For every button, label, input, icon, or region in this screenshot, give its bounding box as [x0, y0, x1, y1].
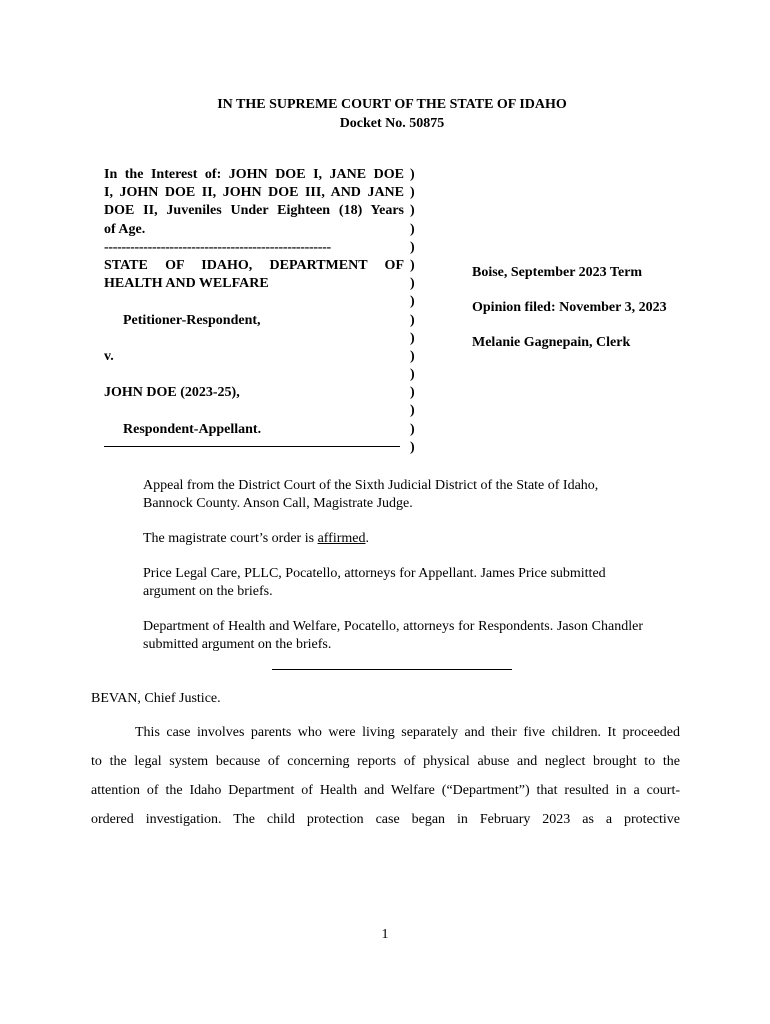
appellant-label: Respondent-Appellant.	[123, 421, 262, 437]
body-line: to the legal system because of concerning reports of physical abuse and neglect brought to the	[91, 754, 680, 769]
court-name: IN THE SUPREME COURT OF THE STATE OF IDAHO	[217, 97, 567, 112]
opinion-body	[91, 718, 680, 834]
disposition	[143, 530, 643, 548]
disposition-text: The magistrate court’s order is	[143, 531, 318, 546]
caption-paren: )	[410, 221, 415, 237]
appellant-counsel: Price Legal Care, PLLC, Pocatello, attorneys for Appellant. James Price submitted argument on the briefs.	[143, 566, 606, 599]
caption-paren: )	[410, 439, 415, 455]
caption-parentheses	[410, 166, 415, 457]
caption-line: of Age.	[104, 221, 146, 237]
caption-paren: )	[410, 203, 415, 219]
opinion-filed-date: Opinion filed: November 3, 2023	[472, 300, 667, 315]
caption-spacer	[104, 402, 404, 420]
caption-paren: )	[410, 330, 415, 346]
body-line: attention of the Idaho Department of Health and Welfare (“Department”) that resulted in a court-	[91, 783, 680, 798]
caption-line: DOE II, Juveniles Under Eighteen (18) Years	[104, 203, 404, 219]
respondent-counsel: Department of Health and Welfare, Pocatello, attorneys for Respondents. Jason Chandler submitted argument on the briefs.	[143, 619, 643, 652]
case-caption	[104, 166, 404, 439]
caption-line: In the Interest of: JOHN DOE I, JANE DOE	[104, 167, 404, 182]
caption-paren: )	[410, 239, 415, 255]
versus-label: v.	[104, 348, 114, 364]
term-info	[472, 264, 667, 369]
caption-paren: )	[410, 185, 415, 201]
caption-underline	[104, 446, 400, 447]
docket-number: Docket No. 50875	[339, 116, 445, 131]
caption-line: STATE OF IDAHO, DEPARTMENT OF	[104, 257, 404, 273]
body-line: ordered investigation. The child protection case began in February 2023 as a protective	[91, 812, 680, 827]
clerk-name: Melanie Gagnepain, Clerk	[472, 335, 631, 350]
court-header	[0, 95, 770, 133]
caption-paren: )	[410, 167, 415, 182]
caption-paren: )	[410, 276, 415, 292]
caption-spacer	[104, 330, 404, 348]
section-divider	[272, 669, 512, 670]
disposition-word: affirmed	[317, 531, 366, 546]
caption-paren: )	[410, 385, 415, 401]
appeal-origin: Appeal from the District Court of the Sixth Judicial District of the State of Idaho, Bannock County. Anson Call, Magistrate Judge.	[143, 478, 599, 511]
disposition-period: .	[365, 531, 370, 546]
caption-paren: )	[410, 367, 415, 383]
term-session: Boise, September 2023 Term	[472, 265, 643, 280]
caption-spacer	[104, 293, 404, 311]
petitioner-label: Petitioner-Respondent,	[123, 312, 261, 328]
caption-paren: )	[410, 257, 415, 273]
opinion-author: BEVAN, Chief Justice.	[91, 691, 221, 706]
caption-paren: )	[410, 348, 415, 364]
appellant-name: JOHN DOE (2023-25),	[104, 385, 240, 401]
caption-paren: )	[410, 403, 415, 419]
caption-paren: )	[410, 294, 415, 310]
appeal-summary	[143, 477, 643, 671]
caption-divider: ----------------------------------------------------	[104, 239, 331, 255]
body-line: This case involves parents who were living separately and their five children. It proceeded	[135, 725, 680, 740]
caption-line: HEALTH AND WELFARE	[104, 276, 269, 292]
caption-paren: )	[410, 421, 415, 437]
caption-spacer	[104, 366, 404, 384]
page-number: 1	[381, 927, 389, 942]
caption-line: I, JOHN DOE II, JOHN DOE III, AND JANE	[104, 185, 404, 201]
caption-paren: )	[410, 312, 415, 328]
